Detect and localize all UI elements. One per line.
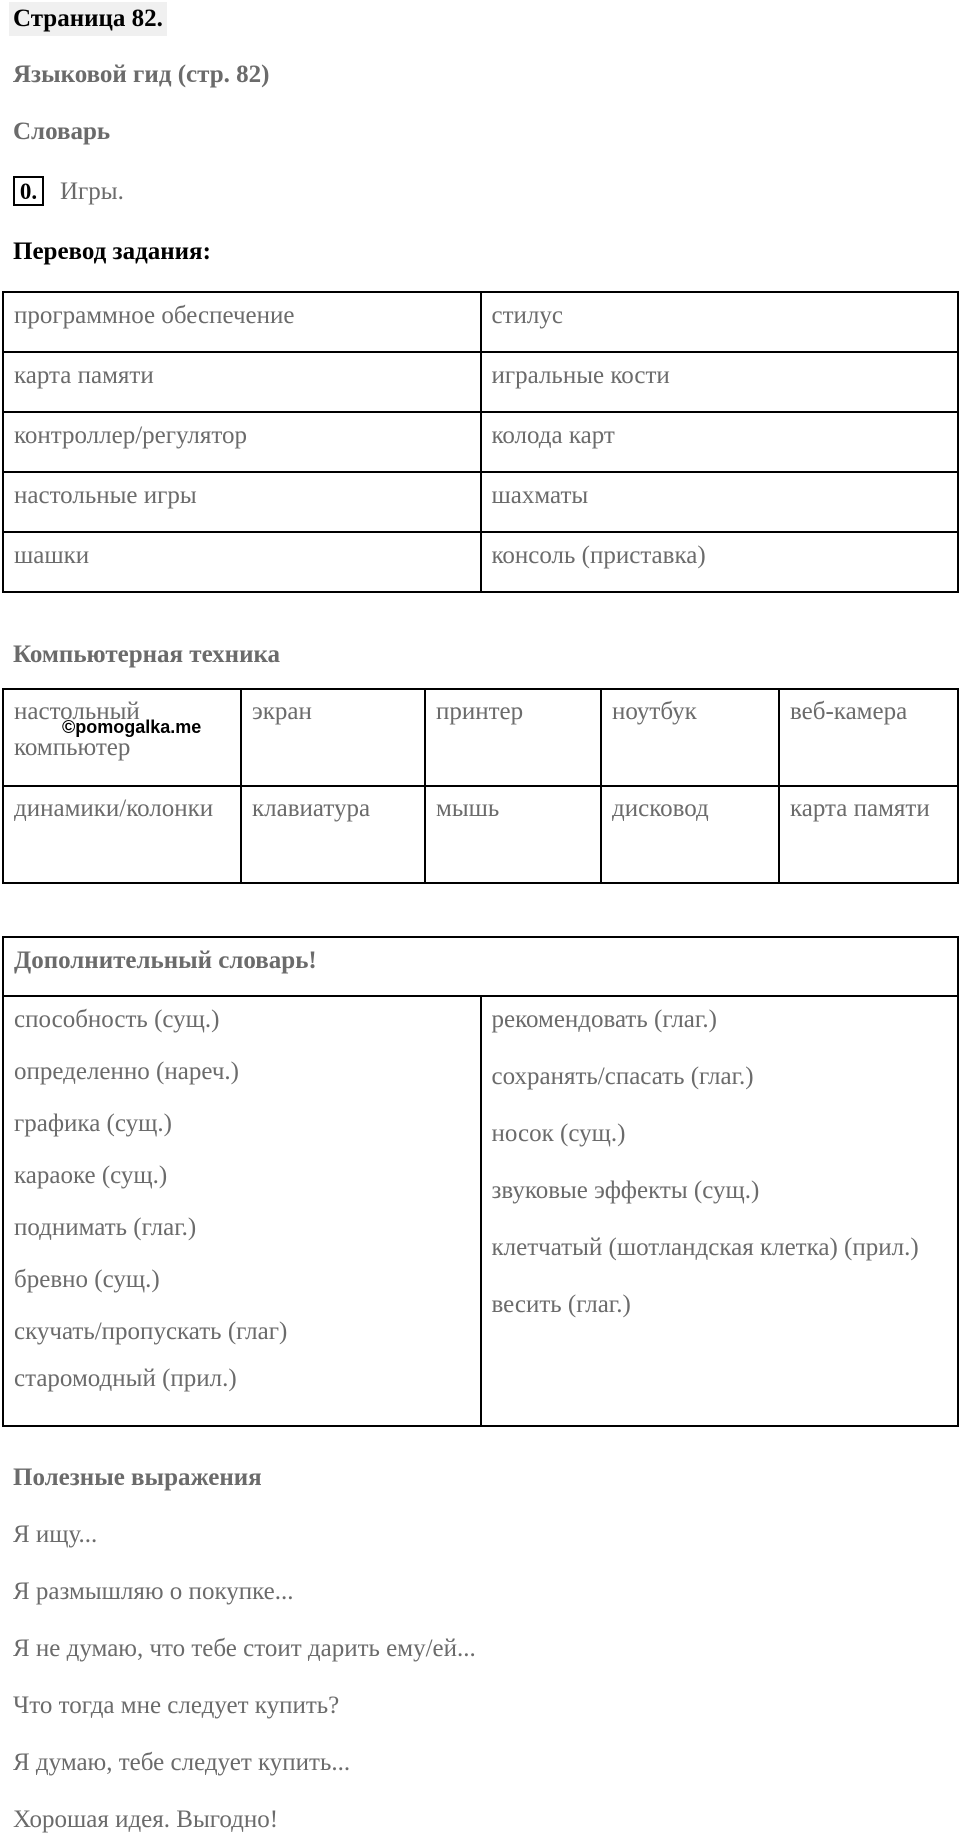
list-item: старомодный (прил.) (14, 1365, 237, 1392)
table-cell: дисковод (601, 786, 779, 883)
table-cell: шашки (3, 532, 481, 592)
table-row (3, 352, 958, 412)
table-cell: консоль (приставка) (481, 532, 959, 592)
table-cell: стилус (481, 292, 959, 352)
table-cell: карта памяти (3, 352, 481, 412)
page-title: Страница 82. (9, 2, 167, 36)
list-item: караоке (сущ.) (14, 1162, 168, 1189)
list-item: весить (глаг.) (491, 1291, 631, 1318)
list-item: графика (сущ.) (14, 1110, 172, 1137)
table-cell: ноутбук (601, 689, 779, 786)
extra-vocab-left (3, 996, 481, 1426)
table-cell: шахматы (481, 472, 959, 532)
list-item: определенно (нареч.) (14, 1058, 239, 1085)
watermark: ©pomogalka.me (62, 717, 202, 737)
computer-title: Компьютерная техника (13, 641, 281, 668)
phrase: Я не думаю, что тебе стоит дарить ему/ей... (13, 1635, 476, 1662)
table-cell: игральные кости (481, 352, 959, 412)
list-item: поднимать (глаг.) (14, 1214, 197, 1241)
extra-vocab-title: Дополнительный словарь! (3, 937, 958, 996)
table-cell: мышь (425, 786, 601, 883)
list-item: бревно (сущ.) (14, 1266, 160, 1293)
extra-vocab-table (2, 936, 959, 1427)
table-row (3, 937, 958, 996)
table-cell: клавиатура (241, 786, 425, 883)
table-row (3, 292, 958, 352)
list-item: сохранять/спасать (глаг.) (491, 1063, 754, 1090)
phrase: Я размышляю о покупке... (13, 1578, 294, 1605)
table-cell: колода карт (481, 412, 959, 472)
table-cell: экран (241, 689, 425, 786)
list-item: носок (сущ.) (491, 1120, 626, 1147)
table-row (3, 786, 958, 883)
phrases-title: Полезные выражения (13, 1464, 262, 1491)
list-item: клетчатый (шотландская клетка) (прил.) (491, 1234, 919, 1261)
list-item: звуковые эффекты (сущ.) (491, 1177, 760, 1204)
task-number: 0. (13, 176, 44, 206)
phrase: Хорошая идея. Выгодно! (13, 1806, 279, 1833)
vocab-title: Словарь (13, 118, 111, 145)
list-item: рекомендовать (глаг.) (491, 1006, 717, 1033)
table-cell: принтер (425, 689, 601, 786)
phrase: Я думаю, тебе следует купить... (13, 1749, 351, 1776)
table-cell: контроллер/регулятор (3, 412, 481, 472)
section-title: Языковой гид (стр. 82) (13, 61, 270, 88)
table-row (3, 996, 958, 1426)
table-row (3, 532, 958, 592)
table-cell: настольные игры (3, 472, 481, 532)
table-cell: программное обеспечение (3, 292, 481, 352)
list-item: скучать/пропускать (глаг) (14, 1318, 288, 1345)
table-cell: настольный компьютер (3, 689, 241, 786)
table-row (3, 472, 958, 532)
phrase: Я ищу... (13, 1521, 98, 1548)
table-cell: динамики/колонки (3, 786, 241, 883)
extra-vocab-right (481, 996, 959, 1426)
list-item: способность (сущ.) (14, 1006, 220, 1033)
table-cell: веб-камера (779, 689, 958, 786)
table-cell: карта памяти (779, 786, 958, 883)
task-text: Игры. (60, 178, 124, 205)
phrase: Что тогда мне следует купить? (13, 1692, 340, 1719)
translation-title: Перевод задания: (13, 238, 211, 265)
games-table (2, 291, 959, 593)
table-row (3, 412, 958, 472)
